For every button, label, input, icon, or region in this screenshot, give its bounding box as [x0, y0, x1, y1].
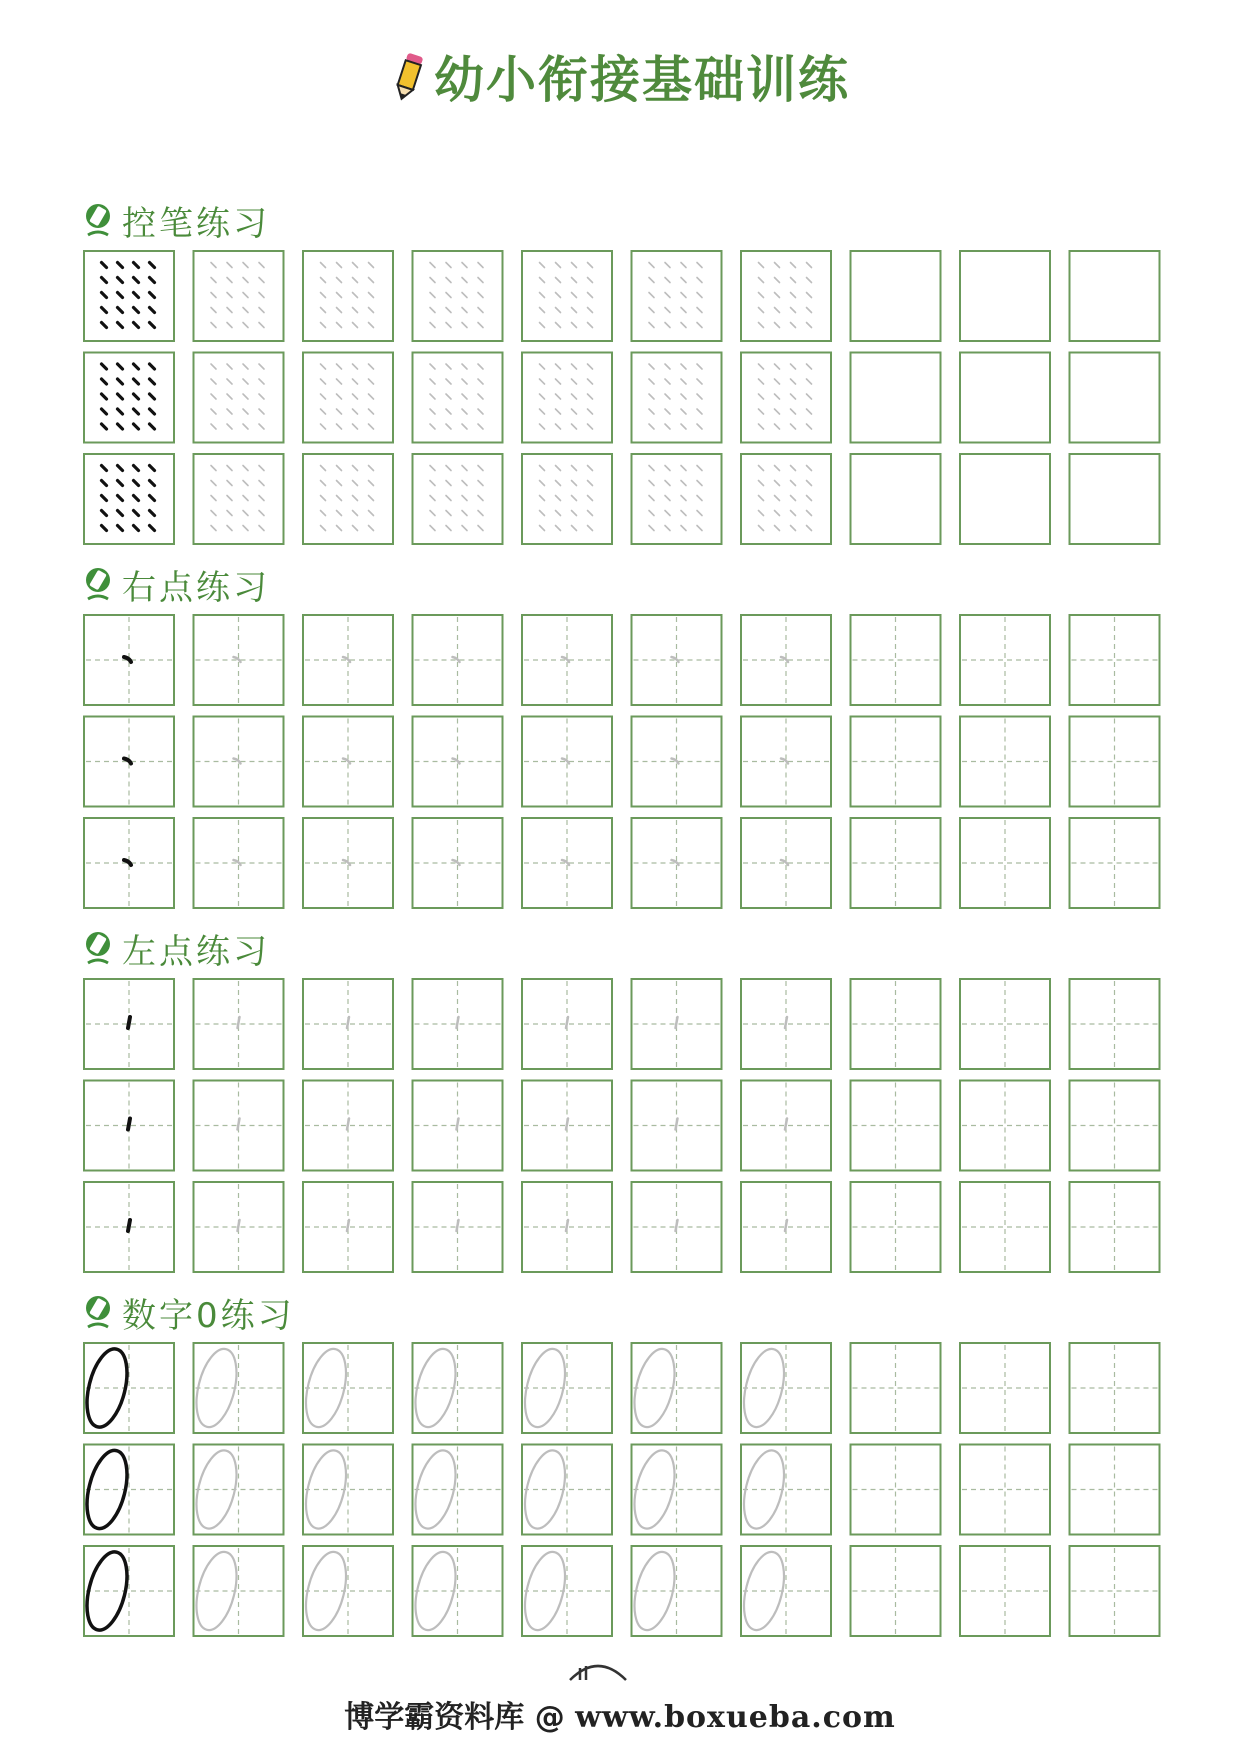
writing-cell	[80, 1445, 174, 1535]
writing-cell	[84, 1182, 174, 1272]
writing-cell	[84, 251, 174, 341]
writing-cell	[1070, 1182, 1160, 1272]
writing-cell	[408, 1445, 502, 1535]
writing-cell	[851, 353, 941, 443]
writing-cell	[632, 615, 722, 705]
writing-cell	[80, 1546, 174, 1636]
writing-cell	[632, 818, 722, 908]
writing-cell	[960, 454, 1050, 544]
writing-cell	[413, 717, 503, 807]
writing-cell	[194, 1081, 284, 1171]
writing-cell	[522, 818, 612, 908]
writing-cell	[303, 615, 393, 705]
writing-cell	[741, 979, 831, 1069]
writing-cell	[960, 818, 1050, 908]
writing-cell	[413, 1182, 503, 1272]
writing-cell	[84, 717, 174, 807]
writing-cell	[960, 1546, 1050, 1636]
writing-cell	[1070, 251, 1160, 341]
writing-cell	[518, 1343, 612, 1433]
writing-cell	[84, 1081, 174, 1171]
writing-cell	[627, 1546, 721, 1636]
writing-cell	[632, 251, 722, 341]
writing-cell	[522, 717, 612, 807]
writing-cell	[960, 615, 1050, 705]
writing-cell	[851, 1081, 941, 1171]
writing-cell	[741, 818, 831, 908]
writing-cell	[851, 1343, 941, 1433]
writing-cell	[627, 1445, 721, 1535]
writing-cell	[84, 818, 174, 908]
writing-cell	[960, 251, 1050, 341]
writing-cell	[518, 1445, 612, 1535]
writing-cell	[84, 615, 174, 705]
writing-cell	[960, 1343, 1050, 1433]
writing-cell	[413, 454, 503, 544]
writing-cell	[189, 1445, 283, 1535]
writing-cell	[632, 454, 722, 544]
footer-source: 博学霸资料库	[344, 1700, 525, 1735]
writing-cell	[1070, 353, 1160, 443]
writing-cell	[413, 1081, 503, 1171]
writing-cell	[851, 1445, 941, 1535]
writing-cell	[741, 251, 831, 341]
writing-cell	[303, 1182, 393, 1272]
writing-cell	[194, 1182, 284, 1272]
writing-cell	[518, 1546, 612, 1636]
writing-cell	[413, 979, 503, 1069]
writing-cell	[522, 251, 612, 341]
writing-cell	[299, 1343, 393, 1433]
writing-cell	[741, 1182, 831, 1272]
writing-cell	[1070, 1343, 1160, 1433]
writing-cell	[632, 1182, 722, 1272]
writing-cell	[522, 353, 612, 443]
writing-cell	[303, 979, 393, 1069]
writing-cell	[84, 454, 174, 544]
writing-cell	[303, 251, 393, 341]
writing-cell	[194, 717, 284, 807]
writing-cell	[1070, 1445, 1160, 1535]
writing-cell	[632, 1081, 722, 1171]
writing-cell	[299, 1546, 393, 1636]
writing-cell	[632, 353, 722, 443]
footer-url: www.boxueba.com	[575, 1700, 896, 1735]
footer-at: @	[534, 1700, 565, 1735]
section-title: 控笔练习	[122, 203, 270, 244]
writing-cell	[1070, 1546, 1160, 1636]
writing-cell	[189, 1546, 283, 1636]
writing-cell	[194, 454, 284, 544]
writing-cell	[80, 1343, 174, 1433]
writing-cell	[737, 1546, 831, 1636]
writing-cell	[632, 717, 722, 807]
writing-cell	[741, 717, 831, 807]
writing-cell	[303, 353, 393, 443]
writing-cell	[413, 818, 503, 908]
writing-cell	[632, 979, 722, 1069]
writing-cell	[851, 615, 941, 705]
writing-cell	[741, 615, 831, 705]
writing-cell	[741, 1081, 831, 1171]
writing-cell	[851, 717, 941, 807]
writing-cell	[303, 818, 393, 908]
writing-cell	[1070, 1081, 1160, 1171]
writing-cell	[960, 1081, 1050, 1171]
writing-cell	[413, 251, 503, 341]
writing-cell	[522, 979, 612, 1069]
section-title: 左点练习	[122, 931, 270, 972]
writing-cell	[194, 979, 284, 1069]
writing-cell	[408, 1546, 502, 1636]
writing-cell	[627, 1343, 721, 1433]
writing-cell	[851, 979, 941, 1069]
page-title-text: 幼小衔接基础训练	[434, 50, 850, 109]
writing-cell	[84, 353, 174, 443]
writing-cell	[522, 615, 612, 705]
writing-cell	[851, 251, 941, 341]
writing-cell	[408, 1343, 502, 1433]
writing-cell	[84, 979, 174, 1069]
writing-cell	[303, 454, 393, 544]
writing-cell	[299, 1445, 393, 1535]
section-title: 右点练习	[122, 567, 270, 608]
section-title: 数字0练习	[122, 1295, 295, 1336]
writing-cell	[194, 818, 284, 908]
writing-cell	[851, 1546, 941, 1636]
writing-cell	[851, 818, 941, 908]
writing-cell	[189, 1343, 283, 1433]
writing-cell	[851, 1182, 941, 1272]
writing-cell	[737, 1445, 831, 1535]
writing-cell	[960, 1445, 1050, 1535]
writing-cell	[960, 717, 1050, 807]
writing-cell	[413, 353, 503, 443]
footer-watermark	[0, 1692, 1240, 1736]
writing-cell	[194, 353, 284, 443]
writing-cell	[851, 454, 941, 544]
writing-cell	[194, 615, 284, 705]
writing-cell	[741, 454, 831, 544]
writing-cell	[522, 454, 612, 544]
writing-cell	[413, 615, 503, 705]
writing-cell	[960, 1182, 1050, 1272]
writing-cell	[522, 1182, 612, 1272]
writing-cell	[737, 1343, 831, 1433]
writing-cell	[303, 1081, 393, 1171]
writing-cell	[1070, 717, 1160, 807]
writing-cell	[1070, 615, 1160, 705]
writing-cell	[1070, 454, 1160, 544]
writing-cell	[741, 353, 831, 443]
writing-cell	[1070, 818, 1160, 908]
writing-cell	[960, 353, 1050, 443]
writing-cell	[960, 979, 1050, 1069]
writing-cell	[194, 251, 284, 341]
writing-cell	[1070, 979, 1160, 1069]
writing-cell	[303, 717, 393, 807]
decorative-arc	[566, 1656, 630, 1682]
writing-cell	[522, 1081, 612, 1171]
